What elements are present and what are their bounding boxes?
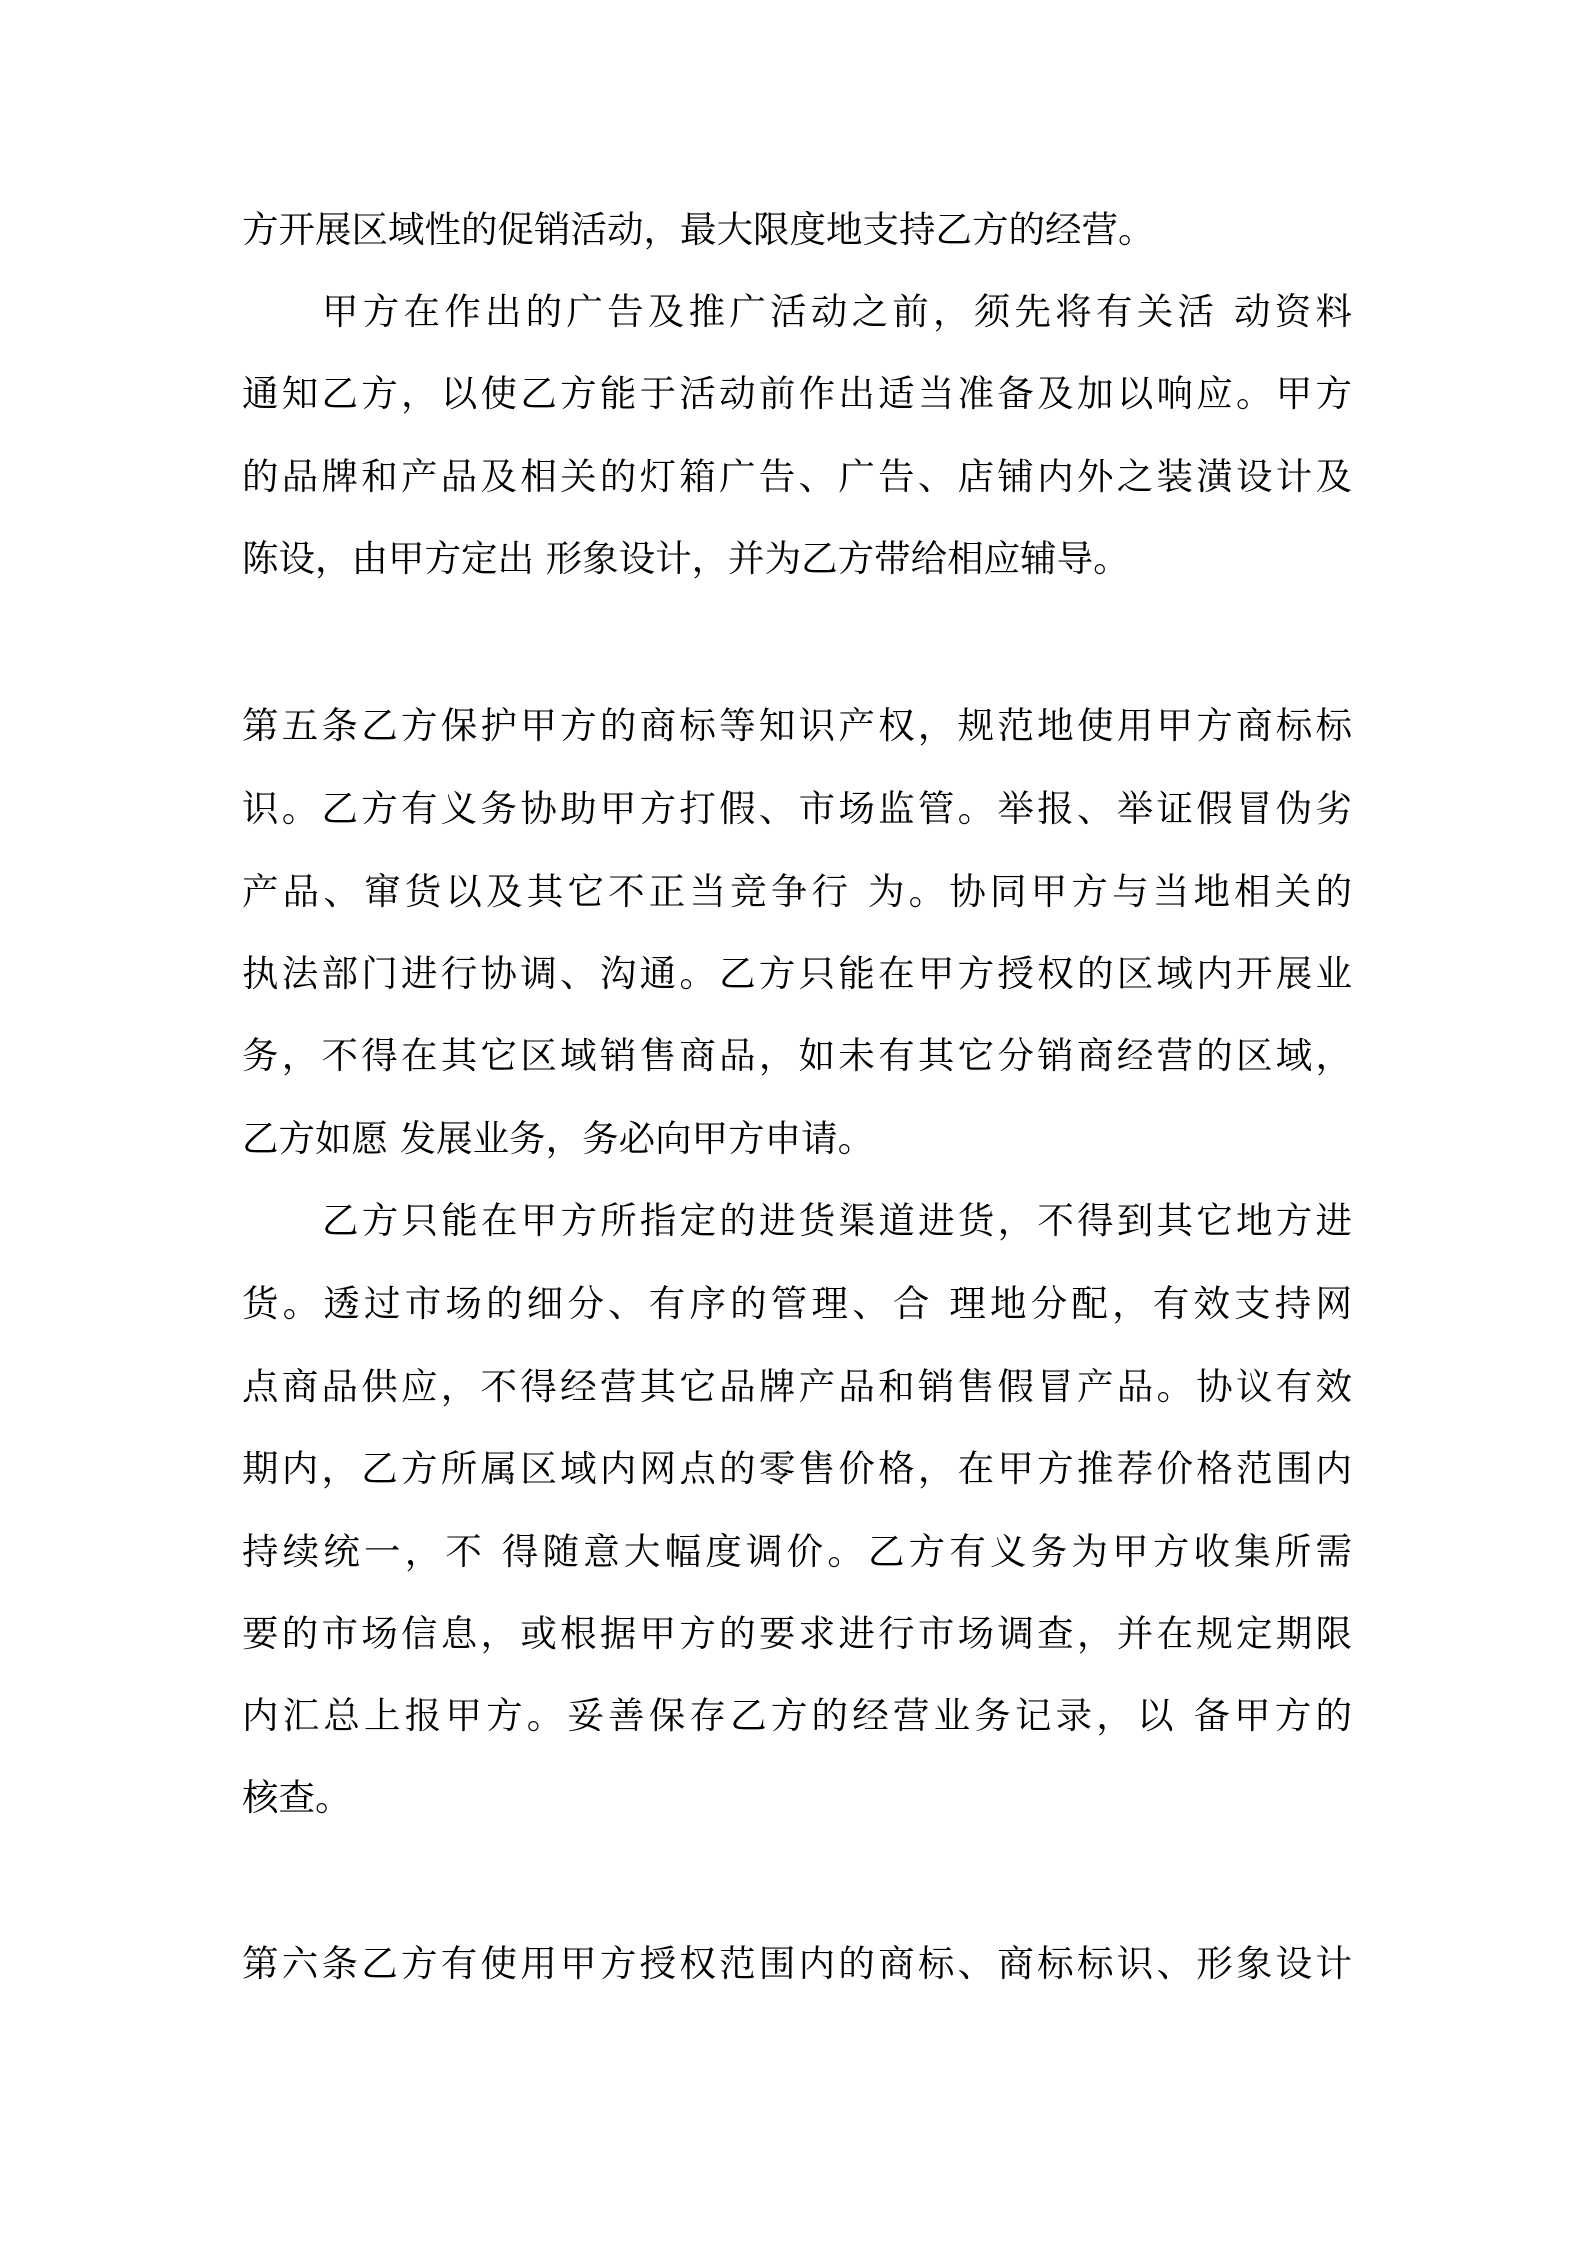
text-line: 识。乙方有义务协助甲方打假、市场监管。举报、举证假冒伪劣 bbox=[242, 787, 1352, 830]
text-line: 内汇总上报甲方。妥善保存乙方的经营业务记录，以 备甲方的 bbox=[242, 1694, 1352, 1737]
text-line: 乙方只能在甲方所指定的进货渠道进货，不得到其它地方进 bbox=[322, 1199, 1352, 1242]
text-line: 核查。 bbox=[242, 1776, 352, 1819]
text-line: 货。透过市场的细分、有序的管理、合 理地分配，有效支持网 bbox=[242, 1282, 1352, 1325]
text-line: 务，不得在其它区域销售商品，如未有其它分销商经营的区域， bbox=[242, 1034, 1352, 1077]
text-line: 的品牌和产品及相关的灯箱广告、广告、店铺内外之装潢设计及 bbox=[242, 455, 1352, 498]
text-line: 乙方如愿 发展业务，务必向甲方申请。 bbox=[242, 1117, 875, 1160]
text-line: 产品、窜货以及其它不正当竞争行 为。协同甲方与当地相关的 bbox=[242, 870, 1352, 913]
text-line: 持续统一，不 得随意大幅度调价。乙方有义务为甲方收集所需 bbox=[242, 1530, 1352, 1573]
text-line: 要的市场信息，或根据甲方的要求进行市场调查，并在规定期限 bbox=[242, 1612, 1352, 1655]
text-line: 陈设，由甲方定出 形象设计，并为乙方带给相应辅导。 bbox=[242, 537, 1130, 580]
text-line: 第六条乙方有使用甲方授权范围内的商标、商标标识、形象设计 bbox=[242, 1942, 1352, 1985]
text-line: 点商品供应，不得经营其它品牌产品和销售假冒产品。协议有效 bbox=[242, 1365, 1352, 1408]
text-line: 甲方在作出的广告及推广活动之前，须先将有关活 动资料 bbox=[322, 290, 1352, 333]
text-line: 期内，乙方所属区域内网点的零售价格，在甲方推荐价格范围内 bbox=[242, 1447, 1352, 1490]
text-line: 执法部门进行协调、沟通。乙方只能在甲方授权的区域内开展业 bbox=[242, 952, 1352, 995]
text-line: 通知乙方，以使乙方能于活动前作出适当准备及加以响应。甲方 bbox=[242, 372, 1352, 415]
text-line: 第五条乙方保护甲方的商标等知识产权，规范地使用甲方商标标 bbox=[242, 704, 1352, 747]
text-line: 方开展区域性的促销活动，最大限度地支持乙方的经营。 bbox=[242, 208, 1155, 251]
